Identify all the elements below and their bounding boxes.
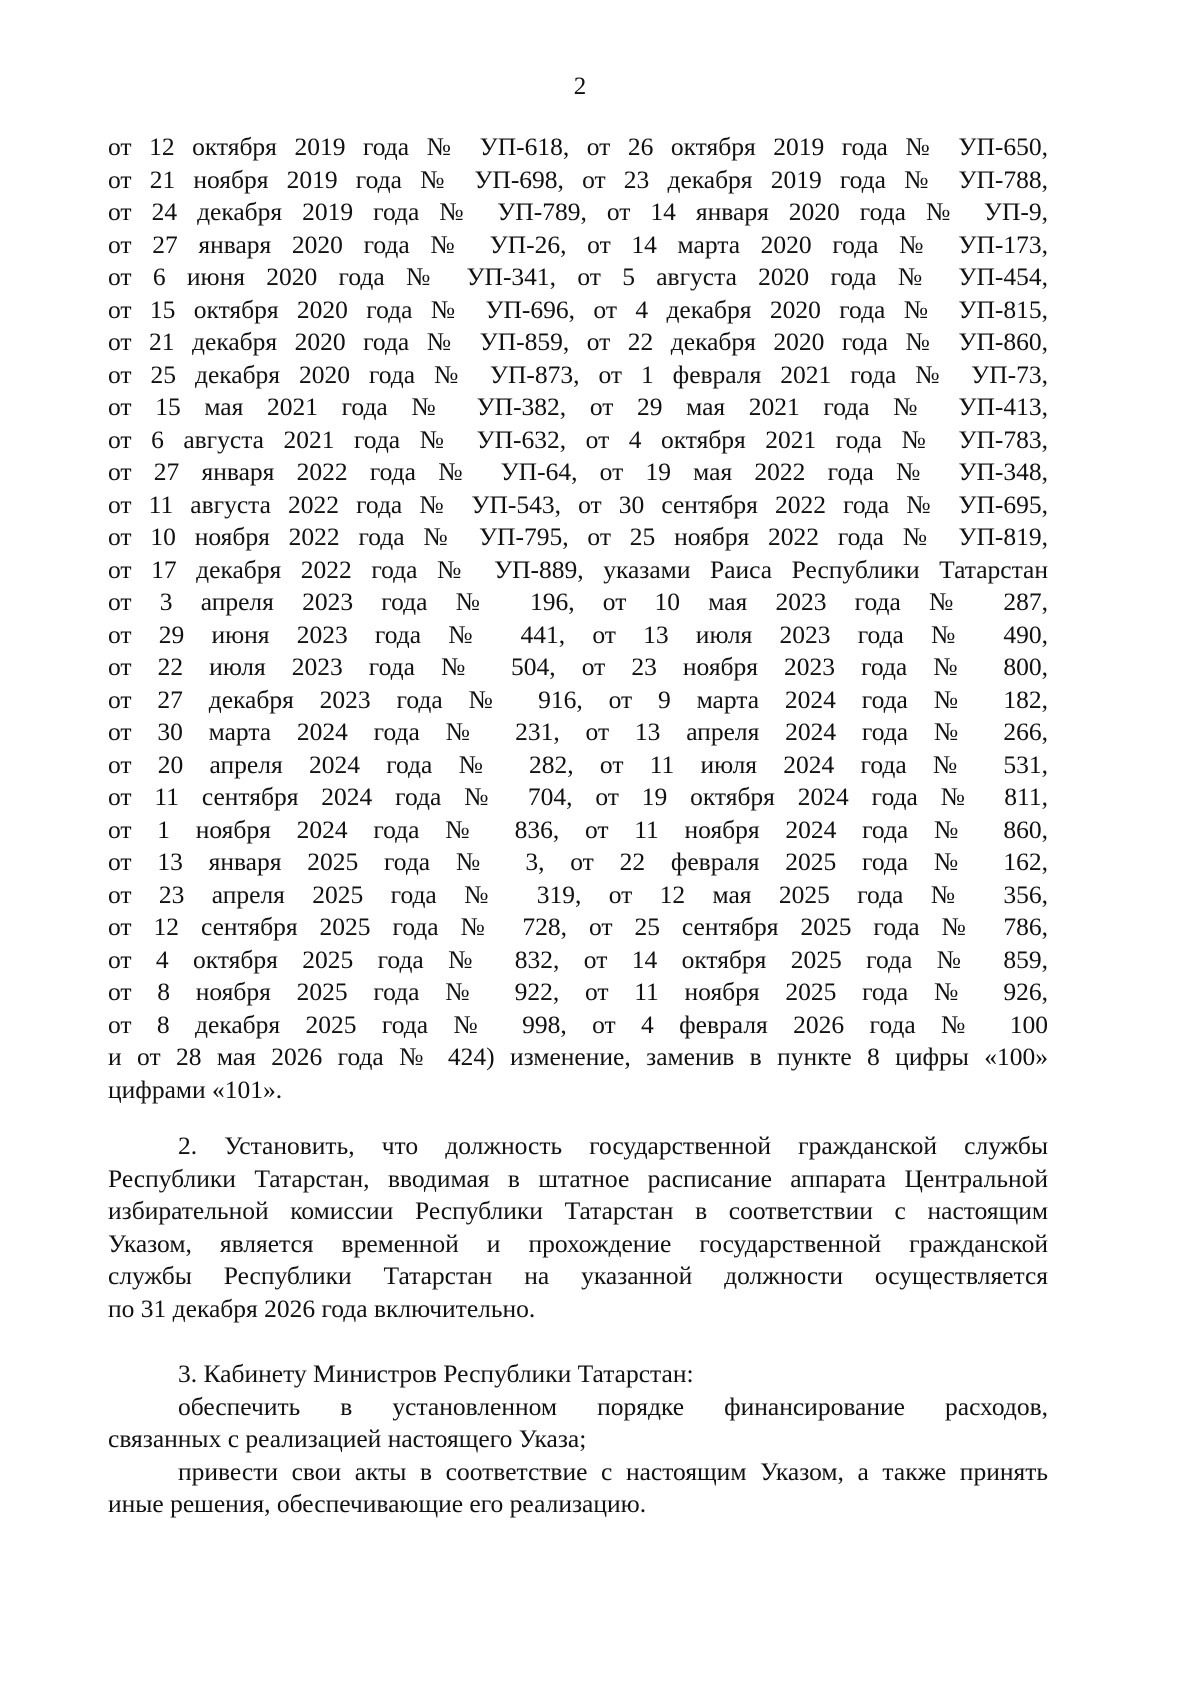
- text-line: службы Республики Татарстан на указанной должности осуществляется: [108, 1261, 1048, 1290]
- text-line: обеспечить в установленном порядке финансирование расходов,: [178, 1391, 1048, 1421]
- text-line: от 15 октября 2020 года № УП-696, от 4 декабря 2020 года № УП-815,: [108, 294, 1048, 324]
- text-line: от 8 декабря 2025 года № 998, от 4 февраля 2026 года № 100: [108, 1009, 1048, 1039]
- text-line: от 3 апреля 2023 года № 196, от 10 мая 2023 года № 287,: [108, 587, 1048, 616]
- text-line: от 12 сентября 2025 года № 728, от 25 сентября 2025 года № 786,: [108, 912, 1048, 941]
- text-line: от 21 ноября 2019 года № УП-698, от 23 декабря 2019 года № УП-788,: [108, 164, 1048, 194]
- text-line: от 25 декабря 2020 года № УП-873, от 1 февраля 2021 года № УП-73,: [108, 359, 1048, 389]
- text-line: Указом, является временной и прохождение государственной гражданской: [108, 1228, 1048, 1258]
- text-line: от 11 августа 2022 года № УП-543, от 30 сентября 2022 года № УП-695,: [108, 489, 1048, 519]
- paragraph-3-cabinet-of-ministers: [108, 1358, 1048, 1521]
- text-line: от 15 мая 2021 года № УП-382, от 29 мая 2021 года № УП-413,: [108, 392, 1048, 421]
- text-line: от 27 января 2020 года № УП-26, от 14 марта 2020 года № УП-173,: [108, 229, 1048, 259]
- text-line: от 21 декабря 2020 года № УП-859, от 22 декабря 2020 года № УП-860,: [108, 327, 1048, 356]
- text-line: по 31 декабря 2026 года включительно.: [108, 1293, 536, 1323]
- text-line: от 27 января 2022 года № УП-64, от 19 мая 2022 года № УП-348,: [108, 457, 1048, 486]
- text-line: от 4 октября 2025 года № 832, от 14 октября 2025 года № 859,: [108, 944, 1048, 974]
- text-line: иные решения, обеспечивающие его реализацию.: [108, 1489, 647, 1518]
- text-line: от 20 апреля 2024 года № 282, от 11 июля 2024 года № 531,: [108, 749, 1048, 779]
- text-line: от 10 ноября 2022 года № УП-795, от 25 ноября 2022 года № УП-819,: [108, 522, 1048, 551]
- text-line: от 17 декабря 2022 года № УП-889, указами Раиса Республики Татарстан: [108, 554, 1048, 584]
- page-number: 2: [573, 73, 587, 100]
- text-line: избирательной комиссии Республики Татарстан в соответствии с настоящим: [108, 1196, 1048, 1225]
- text-line: от 22 июля 2023 года № 504, от 23 ноября 2023 года № 800,: [108, 652, 1048, 681]
- text-line: 2. Установить, что должность государственной гражданской службы: [178, 1131, 1048, 1160]
- text-line: и от 28 мая 2026 года № 424) изменение, заменив в пункте 8 цифры «100»: [108, 1042, 1048, 1071]
- text-line: связанных с реализацией настоящего Указа;: [108, 1424, 587, 1453]
- paragraph-2-civil-service-position: [108, 1130, 1048, 1325]
- text-line: от 29 июня 2023 года № 441, от 13 июля 2023 года № 490,: [108, 619, 1048, 649]
- text-line: привести свои акты в соответствие с настоящим Указом, а также принять: [178, 1456, 1048, 1486]
- text-line: от 6 июня 2020 года № УП-341, от 5 августа 2020 года № УП-454,: [108, 262, 1048, 291]
- text-line: от 8 ноября 2025 года № 922, от 11 ноября 2025 года № 926,: [108, 977, 1048, 1006]
- text-line: от 6 августа 2021 года № УП-632, от 4 октября 2021 года № УП-783,: [108, 424, 1048, 454]
- text-line: цифрами «101».: [108, 1074, 283, 1104]
- text-line: Республики Татарстан, вводимая в штатное расписание аппарата Центральной: [108, 1163, 1048, 1193]
- paragraph-amendment-list: [108, 131, 1048, 1106]
- text-line: от 1 ноября 2024 года № 836, от 11 ноября 2024 года № 860,: [108, 814, 1048, 844]
- text-line: от 24 декабря 2019 года № УП-789, от 14 января 2020 года № УП-9,: [108, 197, 1048, 226]
- text-line: от 27 декабря 2023 года № 916, от 9 марта 2024 года № 182,: [108, 684, 1048, 714]
- text-line: от 30 марта 2024 года № 231, от 13 апреля 2024 года № 266,: [108, 717, 1048, 746]
- text-line: от 13 января 2025 года № 3, от 22 февраля 2025 года № 162,: [108, 847, 1048, 876]
- text-line: от 23 апреля 2025 года № 319, от 12 мая 2025 года № 356,: [108, 879, 1048, 909]
- text-line: от 12 октября 2019 года № УП-618, от 26 октября 2019 года № УП-650,: [108, 132, 1048, 161]
- text-line: 3. Кабинету Министров Республики Татарстан:: [178, 1359, 694, 1388]
- text-line: от 11 сентября 2024 года № 704, от 19 октября 2024 года № 811,: [108, 782, 1048, 811]
